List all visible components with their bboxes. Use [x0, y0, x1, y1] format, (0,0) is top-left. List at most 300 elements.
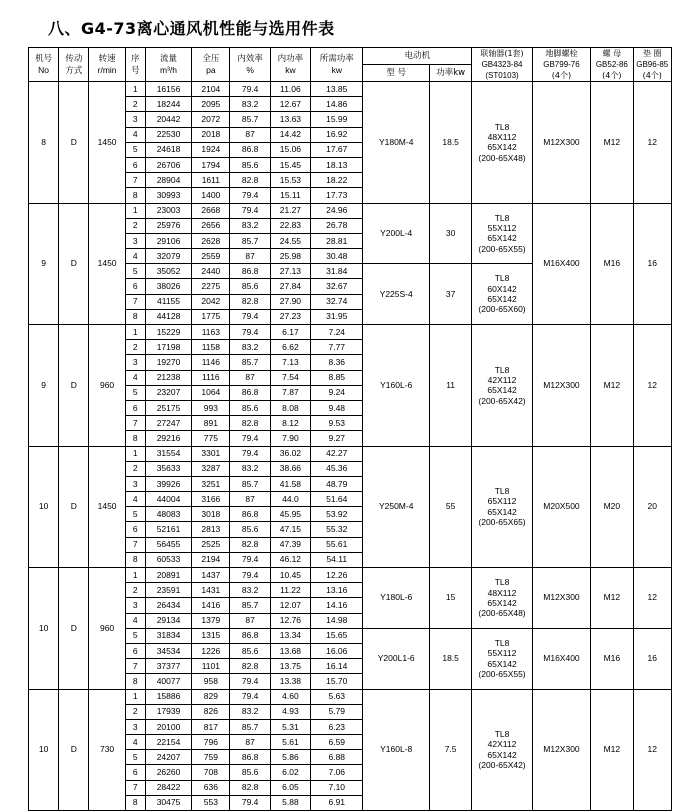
cell-machine-no: 8: [29, 82, 59, 204]
cell-total-pressure: 2813: [192, 522, 230, 537]
cell-flow: 24618: [145, 142, 191, 157]
cell-flow: 26706: [145, 157, 191, 172]
cell-inner-power: 5.61: [270, 735, 310, 750]
cell-seq: 2: [125, 340, 145, 355]
cell-efficiency: 85.6: [230, 522, 270, 537]
cell-drive: D: [59, 446, 89, 568]
cell-inner-power: 6.62: [270, 340, 310, 355]
cell-inner-power: 10.45: [270, 568, 310, 583]
cell-required-power: 54.11: [311, 552, 363, 567]
cell-inner-power: 27.84: [270, 279, 310, 294]
cell-seq: 3: [125, 598, 145, 613]
cell-total-pressure: 553: [192, 795, 230, 810]
cell-efficiency: 85.7: [230, 233, 270, 248]
cell-motor-power: 18.5: [429, 82, 471, 204]
cell-seq: 8: [125, 431, 145, 446]
cell-inner-power: 6.05: [270, 780, 310, 795]
cell-speed: 730: [89, 689, 125, 811]
cell-efficiency: 85.7: [230, 355, 270, 370]
cell-seq: 8: [125, 188, 145, 203]
cell-required-power: 14.98: [311, 613, 363, 628]
cell-speed: 960: [89, 568, 125, 690]
cell-required-power: 13.85: [311, 82, 363, 97]
cell-required-power: 18.22: [311, 173, 363, 188]
cell-total-pressure: 2018: [192, 127, 230, 142]
cell-inner-power: 7.54: [270, 370, 310, 385]
cell-required-power: 16.14: [311, 659, 363, 674]
cell-seq: 8: [125, 309, 145, 324]
cell-foot-bolt: M12X300: [532, 82, 590, 204]
cell-washer: 16: [633, 203, 672, 325]
coupling-line2: 48X112: [487, 587, 517, 598]
cell-coupling: [472, 82, 532, 204]
cell-flow: 19270: [145, 355, 191, 370]
cell-flow: 15886: [145, 689, 191, 704]
header-motor-group-label: 电动机: [404, 51, 431, 62]
cell-total-pressure: 1146: [192, 355, 230, 370]
cell-inner-power: 44.0: [270, 492, 310, 507]
coupling-line1: TL8: [494, 637, 510, 648]
cell-efficiency: 82.8: [230, 416, 270, 431]
cell-nut: M16: [591, 628, 633, 689]
cell-flow: 35633: [145, 461, 191, 476]
header-inner-power-line1: 内功率: [277, 54, 304, 65]
cell-flow: 26260: [145, 765, 191, 780]
cell-inner-power: 7.87: [270, 385, 310, 400]
cell-total-pressure: 796: [192, 735, 230, 750]
coupling-line3: 65X142: [487, 506, 517, 517]
cell-required-power: 15.70: [311, 674, 363, 689]
cell-efficiency: 82.8: [230, 537, 270, 552]
coupling-line3: 65X142: [487, 294, 517, 305]
header-seq-line2: 号: [131, 65, 140, 76]
cell-flow: 18244: [145, 97, 191, 112]
cell-required-power: 8.85: [311, 370, 363, 385]
coupling-line4: (200-65X60): [478, 304, 526, 315]
cell-coupling: [472, 203, 532, 264]
cell-flow: 20100: [145, 719, 191, 734]
cell-seq: 4: [125, 735, 145, 750]
coupling-line2: 55X112: [487, 223, 517, 234]
cell-motor-model: Y160L-6: [363, 325, 430, 447]
coupling-line1: TL8: [494, 577, 510, 588]
coupling-line3: 65X142: [487, 597, 517, 608]
cell-motor-model: Y160L-8: [363, 689, 430, 811]
cell-machine-no: 10: [29, 446, 59, 568]
cell-efficiency: 82.8: [230, 659, 270, 674]
header-required-power: [311, 48, 363, 82]
cell-foot-bolt: M16X400: [532, 203, 590, 325]
cell-total-pressure: 2525: [192, 537, 230, 552]
cell-inner-power: 15.45: [270, 157, 310, 172]
cell-seq: 1: [125, 568, 145, 583]
cell-nut: M20: [591, 446, 633, 568]
cell-inner-power: 5.31: [270, 719, 310, 734]
cell-nut: M12: [591, 325, 633, 447]
cell-total-pressure: 891: [192, 416, 230, 431]
cell-coupling: [472, 325, 532, 447]
cell-efficiency: 79.4: [230, 674, 270, 689]
cell-required-power: 5.79: [311, 704, 363, 719]
cell-motor-power: 30: [429, 203, 471, 264]
header-machine-no-line2: No: [38, 65, 50, 75]
cell-inner-power: 24.55: [270, 233, 310, 248]
cell-flow: 32079: [145, 249, 191, 264]
cell-required-power: 53.92: [311, 507, 363, 522]
cell-efficiency: 83.2: [230, 704, 270, 719]
coupling-line4: (200-65X55): [478, 243, 526, 254]
cell-total-pressure: 1431: [192, 583, 230, 598]
header-motor-power: [429, 65, 471, 82]
coupling-line3: 65X142: [487, 658, 517, 669]
cell-foot-bolt: M12X300: [532, 325, 590, 447]
cell-required-power: 26.78: [311, 218, 363, 233]
cell-total-pressure: 2656: [192, 218, 230, 233]
cell-inner-power: 13.68: [270, 643, 310, 658]
cell-total-pressure: 2042: [192, 294, 230, 309]
header-inner-power: [270, 48, 310, 82]
cell-seq: 4: [125, 492, 145, 507]
cell-speed: 1450: [89, 203, 125, 325]
cell-flow: 21238: [145, 370, 191, 385]
cell-inner-power: 8.08: [270, 400, 310, 415]
header-foot-bolt-line1: 地脚螺栓: [545, 49, 578, 58]
cell-total-pressure: 1163: [192, 325, 230, 340]
cell-seq: 7: [125, 537, 145, 552]
cell-drive: D: [59, 82, 89, 204]
table-row: [29, 446, 672, 461]
cell-required-power: 16.06: [311, 643, 363, 658]
coupling-line4: (200-65X48): [478, 608, 526, 619]
cell-efficiency: 83.2: [230, 218, 270, 233]
cell-inner-power: 5.86: [270, 750, 310, 765]
cell-efficiency: 83.2: [230, 461, 270, 476]
cell-flow: 29216: [145, 431, 191, 446]
cell-washer: 12: [633, 689, 672, 811]
cell-washer: 16: [633, 628, 672, 689]
cell-inner-power: 25.98: [270, 249, 310, 264]
cell-total-pressure: 775: [192, 431, 230, 446]
cell-seq: 8: [125, 674, 145, 689]
cell-seq: 5: [125, 750, 145, 765]
header-machine-no-line1: 机号: [35, 54, 53, 65]
cell-efficiency: 79.4: [230, 82, 270, 97]
table-row: [29, 689, 672, 704]
cell-total-pressure: 826: [192, 704, 230, 719]
cell-total-pressure: 2194: [192, 552, 230, 567]
cell-inner-power: 27.13: [270, 264, 310, 279]
cell-coupling: [472, 628, 532, 689]
cell-required-power: 6.91: [311, 795, 363, 810]
cell-flow: 35052: [145, 264, 191, 279]
cell-total-pressure: 1158: [192, 340, 230, 355]
cell-inner-power: 13.34: [270, 628, 310, 643]
cell-flow: 29106: [145, 233, 191, 248]
cell-total-pressure: 2095: [192, 97, 230, 112]
cell-required-power: 6.23: [311, 719, 363, 734]
cell-seq: 7: [125, 416, 145, 431]
cell-required-power: 13.16: [311, 583, 363, 598]
cell-flow: 23591: [145, 583, 191, 598]
cell-inner-power: 4.60: [270, 689, 310, 704]
cell-required-power: 16.92: [311, 127, 363, 142]
header-nut: [591, 48, 633, 82]
header-motor-model-label: 型 号: [386, 68, 407, 79]
table-row: [29, 325, 672, 340]
cell-inner-power: 8.12: [270, 416, 310, 431]
cell-efficiency: 79.4: [230, 552, 270, 567]
cell-total-pressure: 636: [192, 780, 230, 795]
cell-nut: M12: [591, 568, 633, 629]
cell-inner-power: 36.02: [270, 446, 310, 461]
header-washer-line2: GB96-85: [636, 60, 669, 69]
cell-required-power: 32.67: [311, 279, 363, 294]
cell-seq: 5: [125, 628, 145, 643]
cell-coupling: [472, 689, 532, 811]
cell-flow: 29134: [145, 613, 191, 628]
cell-total-pressure: 2628: [192, 233, 230, 248]
header-coupling-line2: GB4323-84: [481, 60, 523, 69]
cell-inner-power: 7.90: [270, 431, 310, 446]
header-seq: [125, 48, 145, 82]
cell-efficiency: 79.4: [230, 689, 270, 704]
cell-seq: 1: [125, 689, 145, 704]
header-total-pressure-line1: 全压: [202, 54, 220, 65]
cell-seq: 4: [125, 127, 145, 142]
cell-total-pressure: 708: [192, 765, 230, 780]
cell-flow: 17939: [145, 704, 191, 719]
cell-seq: 2: [125, 97, 145, 112]
header-flow-line1: 流量: [160, 54, 178, 65]
cell-inner-power: 15.11: [270, 188, 310, 203]
cell-total-pressure: 2104: [192, 82, 230, 97]
header-coupling: [472, 48, 532, 82]
cell-nut: M12: [591, 689, 633, 811]
cell-efficiency: 79.4: [230, 795, 270, 810]
cell-required-power: 9.24: [311, 385, 363, 400]
table-row: [29, 203, 672, 218]
cell-seq: 5: [125, 507, 145, 522]
header-foot-bolt: [532, 48, 590, 82]
cell-flow: 26434: [145, 598, 191, 613]
cell-seq: 3: [125, 355, 145, 370]
header-foot-bolt-line3: (4个): [551, 71, 572, 80]
cell-drive: D: [59, 325, 89, 447]
cell-nut: M16: [591, 203, 633, 325]
cell-nut: M12: [591, 82, 633, 204]
cell-required-power: 17.67: [311, 142, 363, 157]
cell-required-power: 45.36: [311, 461, 363, 476]
header-efficiency-line2: %: [246, 65, 254, 75]
header-washer-line3: (4个): [642, 71, 662, 80]
header-speed-line2: r/min: [97, 65, 117, 75]
cell-efficiency: 85.6: [230, 643, 270, 658]
cell-required-power: 30.48: [311, 249, 363, 264]
coupling-line1: TL8: [494, 121, 510, 132]
cell-inner-power: 22.83: [270, 218, 310, 233]
cell-efficiency: 83.2: [230, 583, 270, 598]
header-motor-model: [363, 65, 430, 82]
cell-flow: 31834: [145, 628, 191, 643]
cell-efficiency: 79.4: [230, 188, 270, 203]
cell-coupling: [472, 446, 532, 568]
table-row: [29, 82, 672, 97]
cell-efficiency: 79.4: [230, 431, 270, 446]
page-title: 八、G4-73离心通风机性能与选用件表: [48, 19, 335, 38]
cell-efficiency: 86.8: [230, 507, 270, 522]
cell-inner-power: 14.42: [270, 127, 310, 142]
cell-inner-power: 4.93: [270, 704, 310, 719]
coupling-line1: TL8: [494, 212, 510, 223]
cell-seq: 1: [125, 203, 145, 218]
cell-inner-power: 46.12: [270, 552, 310, 567]
cell-seq: 4: [125, 249, 145, 264]
cell-seq: 3: [125, 112, 145, 127]
cell-required-power: 12.26: [311, 568, 363, 583]
cell-inner-power: 15.53: [270, 173, 310, 188]
cell-total-pressure: 1416: [192, 598, 230, 613]
cell-motor-model: Y225S-4: [363, 264, 430, 325]
cell-flow: 41155: [145, 294, 191, 309]
coupling-line2: 55X112: [487, 648, 517, 659]
header-motor-group: [363, 48, 472, 65]
cell-efficiency: 83.2: [230, 97, 270, 112]
cell-required-power: 24.96: [311, 203, 363, 218]
cell-motor-power: 7.5: [429, 689, 471, 811]
cell-total-pressure: 2559: [192, 249, 230, 264]
cell-inner-power: 12.76: [270, 613, 310, 628]
cell-foot-bolt: M12X300: [532, 689, 590, 811]
cell-flow: 60533: [145, 552, 191, 567]
header-flow: [145, 48, 191, 82]
cell-total-pressure: 1116: [192, 370, 230, 385]
cell-total-pressure: 1775: [192, 309, 230, 324]
cell-flow: 25175: [145, 400, 191, 415]
cell-seq: 5: [125, 142, 145, 157]
cell-flow: 15229: [145, 325, 191, 340]
coupling-line1: TL8: [494, 486, 510, 497]
cell-required-power: 8.36: [311, 355, 363, 370]
cell-seq: 8: [125, 795, 145, 810]
header-nut-line1: 螺 母: [602, 49, 622, 58]
header-drive-line1: 传动: [65, 53, 83, 64]
cell-flow: 28904: [145, 173, 191, 188]
cell-inner-power: 27.90: [270, 294, 310, 309]
cell-efficiency: 85.6: [230, 157, 270, 172]
cell-speed: 1450: [89, 446, 125, 568]
header-drive: [59, 48, 89, 82]
cell-efficiency: 79.4: [230, 203, 270, 218]
coupling-line4: (200-65X65): [478, 517, 526, 528]
cell-efficiency: 85.7: [230, 598, 270, 613]
cell-seq: 7: [125, 173, 145, 188]
cell-washer: 12: [633, 568, 672, 629]
cell-washer: 12: [633, 325, 672, 447]
cell-inner-power: 38.66: [270, 461, 310, 476]
cell-total-pressure: 1437: [192, 568, 230, 583]
cell-flow: 30993: [145, 188, 191, 203]
header-seq-line1: 序: [131, 53, 140, 64]
cell-seq: 6: [125, 400, 145, 415]
cell-drive: D: [59, 203, 89, 325]
cell-seq: 1: [125, 446, 145, 461]
cell-total-pressure: 1315: [192, 628, 230, 643]
cell-motor-power: 15: [429, 568, 471, 629]
cell-total-pressure: 759: [192, 750, 230, 765]
cell-seq: 7: [125, 294, 145, 309]
cell-required-power: 48.79: [311, 476, 363, 491]
header-inner-power-line2: kw: [285, 65, 296, 75]
cell-seq: 5: [125, 264, 145, 279]
cell-foot-bolt: M16X400: [532, 628, 590, 689]
cell-total-pressure: 2440: [192, 264, 230, 279]
cell-required-power: 51.64: [311, 492, 363, 507]
cell-motor-model: Y200L-4: [363, 203, 430, 264]
cell-drive: D: [59, 689, 89, 811]
coupling-line4: (200-65X55): [478, 668, 526, 679]
cell-inner-power: 13.63: [270, 112, 310, 127]
cell-required-power: 55.61: [311, 537, 363, 552]
cell-efficiency: 87: [230, 370, 270, 385]
coupling-line2: 60X142: [487, 283, 517, 294]
cell-efficiency: 87: [230, 127, 270, 142]
cell-required-power: 42.27: [311, 446, 363, 461]
cell-inner-power: 12.67: [270, 97, 310, 112]
cell-flow: 31554: [145, 446, 191, 461]
header-nut-line2: GB52-86: [595, 60, 628, 69]
cell-machine-no: 9: [29, 325, 59, 447]
cell-efficiency: 86.8: [230, 750, 270, 765]
cell-flow: 27247: [145, 416, 191, 431]
header-coupling-line1: 联轴器(1套): [480, 49, 524, 58]
cell-machine-no: 9: [29, 203, 59, 325]
cell-seq: 6: [125, 157, 145, 172]
cell-required-power: 15.65: [311, 628, 363, 643]
cell-inner-power: 13.75: [270, 659, 310, 674]
cell-seq: 6: [125, 765, 145, 780]
cell-motor-model: Y180M-4: [363, 82, 430, 204]
cell-flow: 44004: [145, 492, 191, 507]
cell-total-pressure: 3287: [192, 461, 230, 476]
cell-foot-bolt: M12X300: [532, 568, 590, 629]
cell-seq: 2: [125, 583, 145, 598]
cell-flow: 48083: [145, 507, 191, 522]
cell-required-power: 31.95: [311, 309, 363, 324]
header-total-pressure: [192, 48, 230, 82]
cell-flow: 28422: [145, 780, 191, 795]
cell-flow: 56455: [145, 537, 191, 552]
cell-inner-power: 11.06: [270, 82, 310, 97]
cell-total-pressure: 1379: [192, 613, 230, 628]
cell-motor-power: 55: [429, 446, 471, 568]
coupling-line3: 65X142: [487, 385, 517, 396]
cell-required-power: 18.13: [311, 157, 363, 172]
cell-foot-bolt: M20X500: [532, 446, 590, 568]
cell-efficiency: 86.8: [230, 264, 270, 279]
cell-required-power: 9.53: [311, 416, 363, 431]
cell-inner-power: 27.23: [270, 309, 310, 324]
cell-inner-power: 13.38: [270, 674, 310, 689]
coupling-line3: 65X142: [487, 233, 517, 244]
cell-inner-power: 21.27: [270, 203, 310, 218]
header-washer: [633, 48, 672, 82]
cell-seq: 6: [125, 522, 145, 537]
cell-flow: 20891: [145, 568, 191, 583]
cell-efficiency: 83.2: [230, 340, 270, 355]
cell-flow: 44128: [145, 309, 191, 324]
table-header: [29, 48, 672, 82]
header-motor-power-label: 功率kw: [436, 68, 466, 79]
